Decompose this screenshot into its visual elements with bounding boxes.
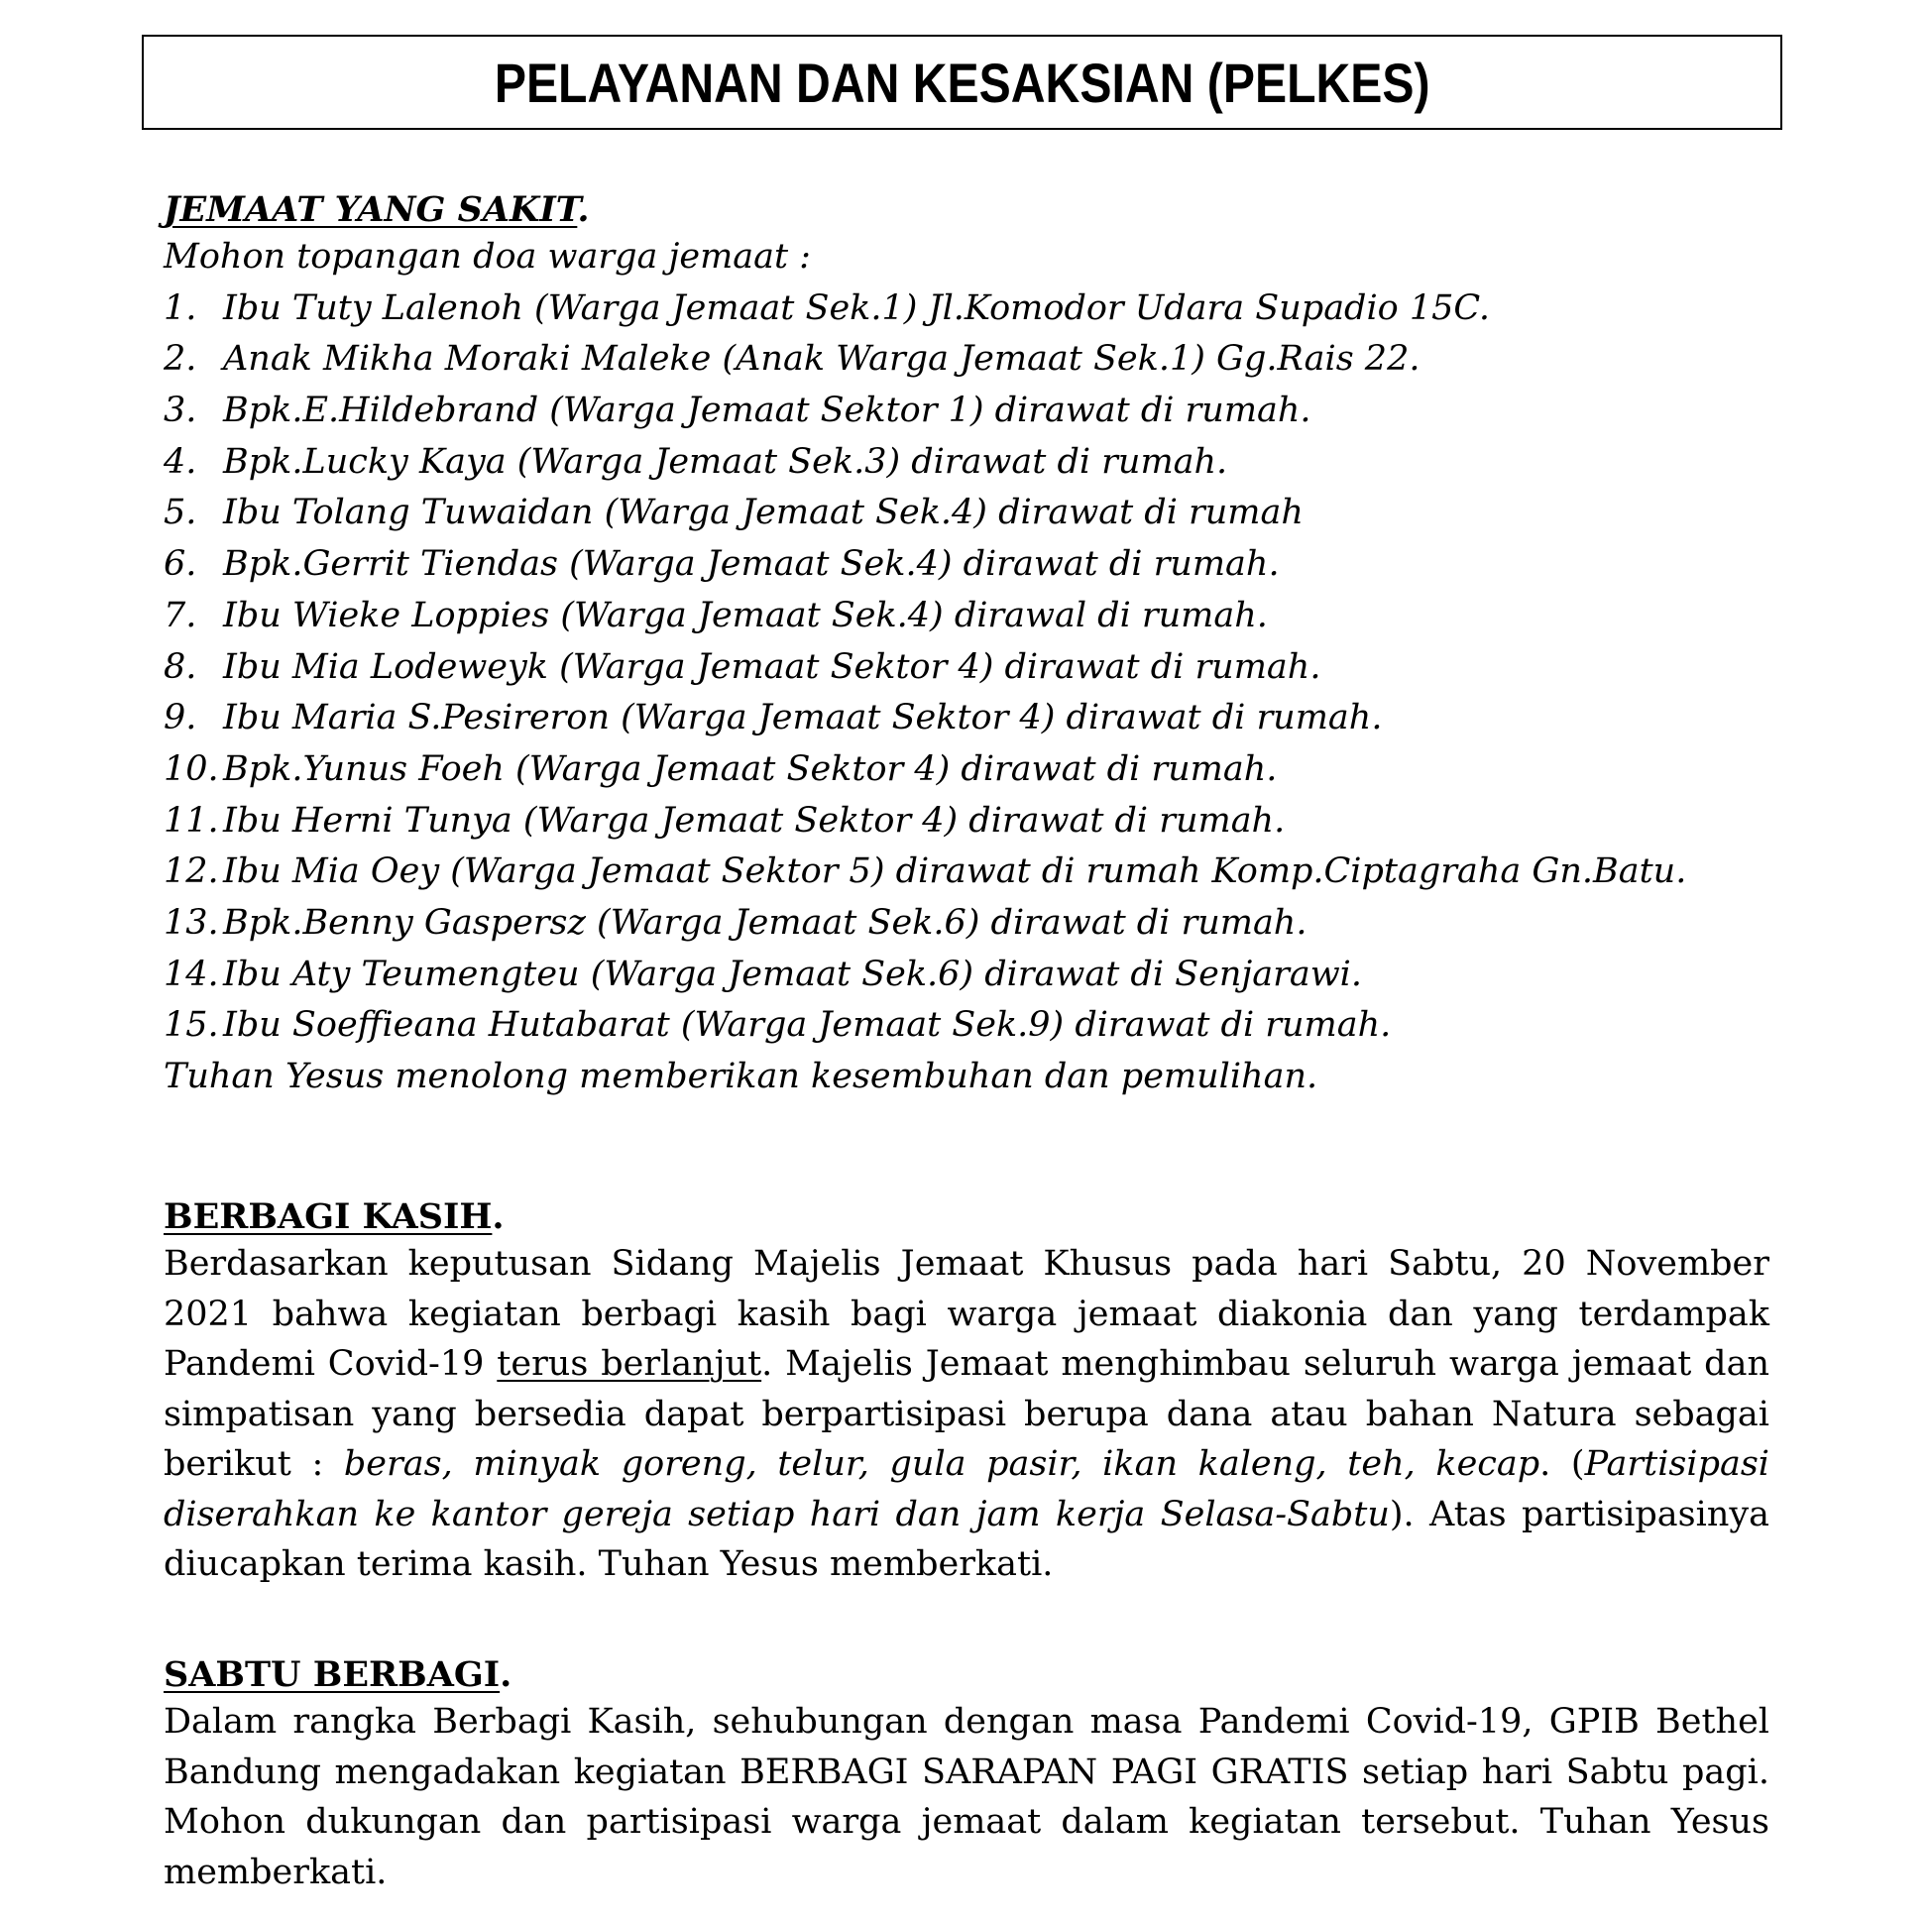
- list-item: 13. Bpk.Benny Gaspersz (Warga Jemaat Sek.6) dirawat di rumah.: [164, 902, 1307, 943]
- list-item: 7. Ibu Wieke Loppies (Warga Jemaat Sek.4) dirawal di rumah.: [164, 595, 1268, 635]
- donation-items: beras, minyak goreng, telur, gula pasir, ikan kaleng, teh, kecap: [343, 1444, 1540, 1484]
- list-item: 8. Ibu Mia Lodeweyk (Warga Jemaat Sektor 4) dirawat di rumah.: [164, 646, 1321, 687]
- continues-underlined-text: terus berlanjut: [497, 1344, 762, 1384]
- berbagi-kasih-heading: BERBAGI KASIH.: [164, 1196, 505, 1237]
- list-item: 3. Bpk.E.Hildebrand (Warga Jemaat Sektor 1) dirawat di rumah.: [164, 391, 1311, 431]
- sick-members-closing: Tuhan Yesus menolong memberikan kesembuhan dan pemulihan.: [164, 1057, 1318, 1096]
- list-item: 12. Ibu Mia Oey (Warga Jemaat Sektor 5) dirawat di rumah Komp.Ciptagraha Gn.Batu.: [164, 851, 1687, 892]
- page-title-box: [142, 35, 1782, 130]
- sick-members-intro: Mohon topangan doa warga jemaat :: [164, 237, 811, 277]
- sabtu-berbagi-paragraph: Dalam rangka Berbagi Kasih, sehubungan dengan masa Pandemi Covid-19, GPIB Bethel Bandung mengadakan kegiatan BERBAGI SARAPAN PAGI GRATIS setiap hari Sabtu pagi. Mohon dukungan dan partisipasi warga jemaat dalam kegiatan tersebut. Tuhan Yesus memberkati.: [164, 1702, 1769, 1892]
- list-item: 2. Anak Mikha Moraki Maleke (Anak Warga Jemaat Sek.1) Gg.Rais 22.: [164, 339, 1421, 380]
- sabtu-berbagi-heading: SABTU BERBAGI.: [164, 1654, 512, 1695]
- list-item: 14. Ibu Aty Teumengteu (Warga Jemaat Sek.6) dirawat di Senjarawi.: [164, 954, 1362, 994]
- list-item: 10. Bpk.Yunus Foeh (Warga Jemaat Sektor 4) dirawat di rumah.: [164, 748, 1278, 789]
- sabtu-berbagi-section: [164, 1653, 1769, 1897]
- berbagi-kasih-paragraph: Berdasarkan keputusan Sidang Majelis Jemaat Khusus pada hari Sabtu, 20 November 2021 bahwa kegiatan berbagi kasih bagi warga jemaat diakonia dan yang terdampak Pandemi Covid-19 terus berlanjut. Majelis Jemaat menghimbau seluruh warga jemaat dan simpatisan yang bersedia dapat berpartisipasi berupa dana atau bahan Natura sebagai berikut : beras, minyak goreng, telur, gula pasir, ikan kaleng, teh, kecap. (Partisipasi diserahkan ke kantor gereja setiap hari dan jam kerja Selasa-Sabtu). Atas partisipasinya diucapkan terima kasih. Tuhan Yesus memberkati.: [164, 1244, 1769, 1584]
- list-item: 5. Ibu Tolang Tuwaidan (Warga Jemaat Sek.4) dirawat di rumah: [164, 493, 1304, 533]
- submission-note: Partisipasi diserahkan ke kantor gereja setiap hari dan jam kerja Selasa-Sabtu: [164, 1444, 1769, 1534]
- berbagi-kasih-section: [164, 1195, 1769, 1590]
- list-item: 15. Ibu Soeffieana Hutabarat (Warga Jemaat Sek.9) dirawat di rumah.: [164, 1005, 1392, 1046]
- list-item: 9. Ibu Maria S.Pesireron (Warga Jemaat Sektor 4) dirawat di rumah.: [164, 698, 1383, 738]
- sick-members-list: [164, 283, 1769, 1052]
- list-item: 11. Ibu Herni Tunya (Warga Jemaat Sektor 4) dirawat di rumah.: [164, 800, 1286, 841]
- page-title: PELAYANAN DAN KESAKSIAN (PELKES): [494, 51, 1430, 114]
- list-item: 4. Bpk.Lucky Kaya (Warga Jemaat Sek.3) dirawat di rumah.: [164, 441, 1228, 482]
- list-item: 1. Ibu Tuty Lalenoh (Warga Jemaat Sek.1) Jl.Komodor Udara Supadio 15C.: [164, 287, 1491, 328]
- list-item: 6. Bpk.Gerrit Tiendas (Warga Jemaat Sek.4) dirawat di rumah.: [164, 544, 1280, 585]
- sick-members-heading: JEMAAT YANG SAKIT.: [164, 189, 590, 230]
- sick-members-section: [164, 188, 1769, 1103]
